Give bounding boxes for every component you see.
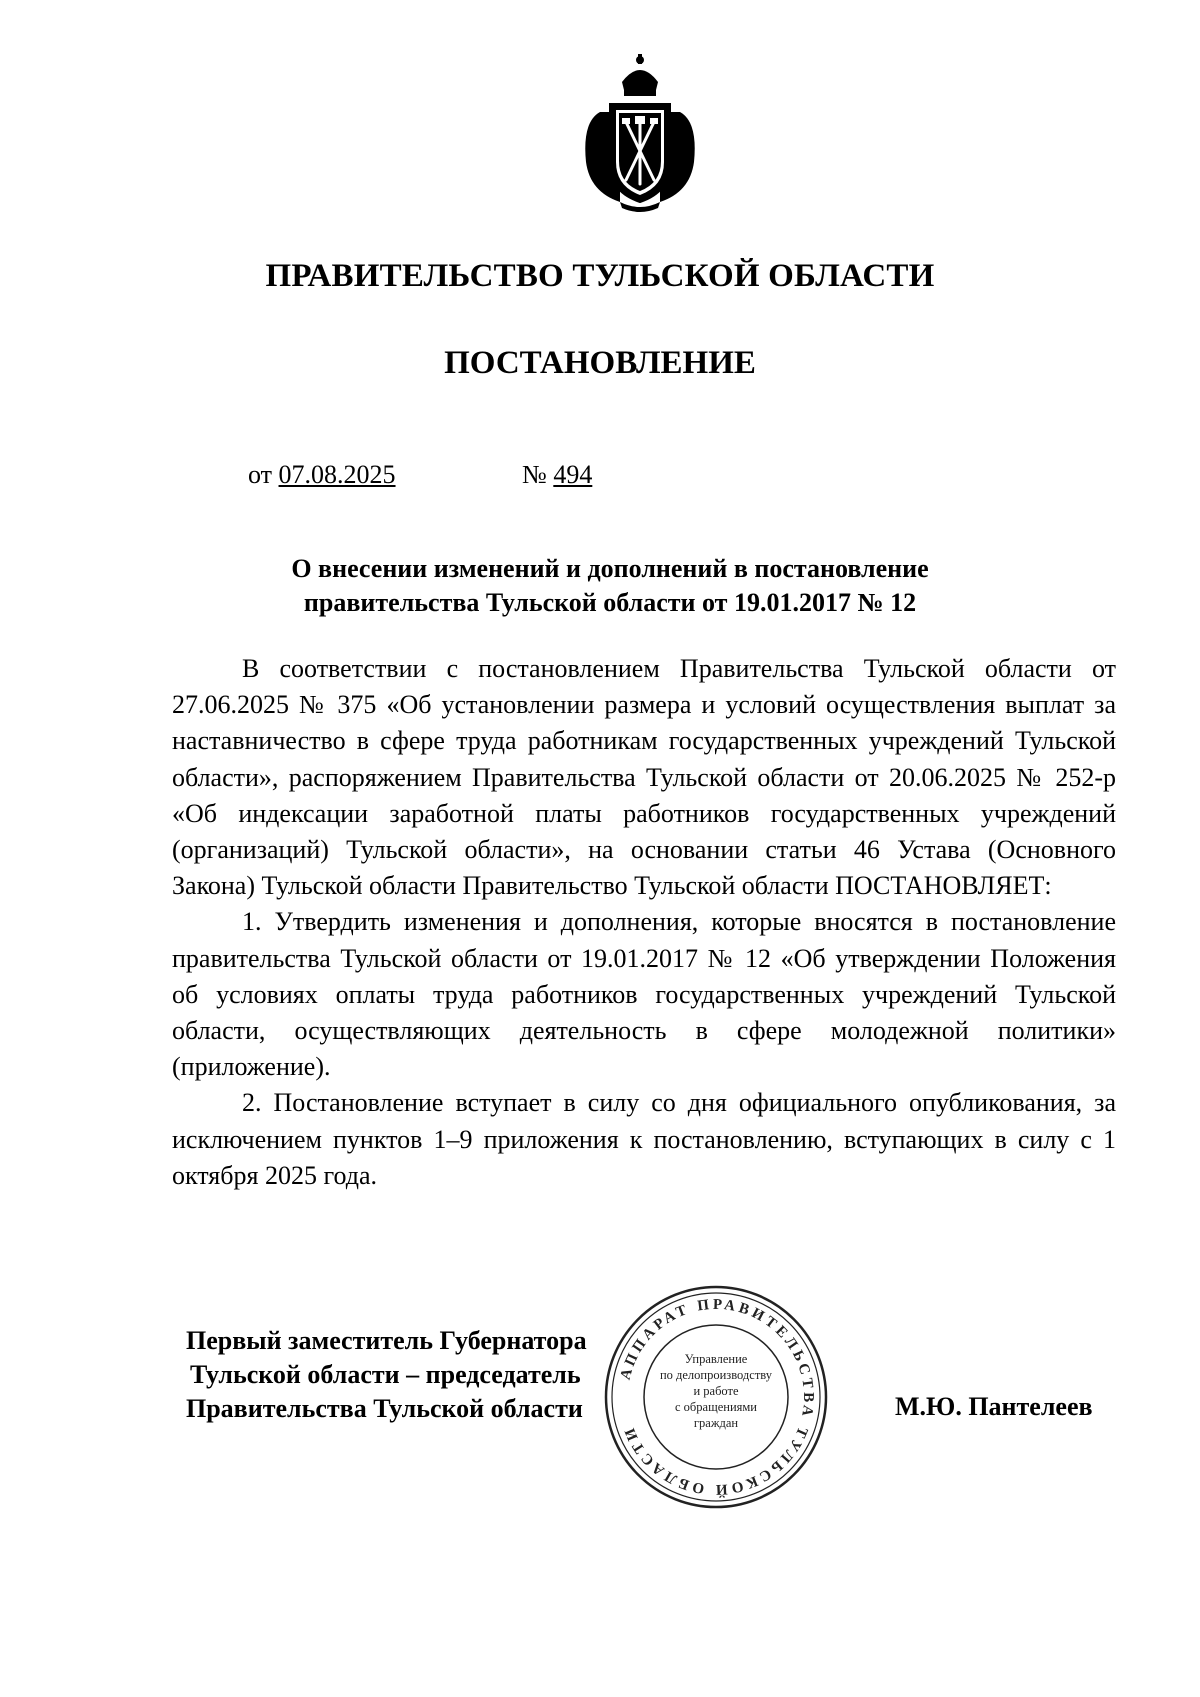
signatory-name: М.Ю. Пантелеев: [895, 1392, 1093, 1421]
stamp-inner-line-5: граждан: [693, 1416, 739, 1430]
signatory-line-3: Правительства Тульской области: [186, 1394, 583, 1423]
government-title: ПРАВИТЕЛЬСТВО ТУЛЬСКОЙ ОБЛАСТИ: [265, 258, 935, 294]
number-value: 494: [553, 460, 593, 489]
document-number: [522, 460, 592, 490]
stamp-ring-text: АППАРАТ ПРАВИТЕЛЬСТВА ТУЛЬСКОЙ ОБЛАСТИ: [617, 1296, 817, 1498]
signatory-line-2: Тульской области – председатель: [190, 1360, 581, 1389]
body-paragraph-2: 2. Постановление вступает в силу со дня официального опубликования, за исключением пунктов 1–9 приложения к постановлению, вступающих в силу с 1 октября 2025 года.: [172, 1088, 1116, 1190]
signatory-line-1: Первый заместитель Губернатора: [186, 1326, 587, 1355]
subject-line-2: правительства Тульской области от 19.01.2017 № 12: [303, 588, 917, 617]
date-prefix: от: [248, 460, 273, 489]
document-type: ПОСТАНОВЛЕНИЕ: [444, 345, 756, 381]
stamp-inner-line-1: Управление: [684, 1352, 748, 1366]
date-value: 07.08.2025: [278, 460, 396, 489]
stamp-inner-line-2: по делопроизводству: [659, 1368, 773, 1382]
body-paragraph-preamble: В соответствии с постановлением Правительства Тульской области от 27.06.2025 № 375 «Об установлении размера и условий осуществления выплат за наставничество в сфере труда работникам государственных учреждений Тульской области», распоряжением Правительства Тульской области от 20.06.2025 № 252-р «Об индексации заработной платы работников государственных учреждений (организаций) Тульской области», на основании статьи 46 Устава (Основного Закона) Тульской области Правительство Тульской области ПОСТАНОВЛЯЕТ:: [172, 654, 1116, 901]
official-stamp-icon: [602, 1283, 830, 1511]
stamp-inner-line-3: и работе: [693, 1384, 739, 1398]
coat-of-arms-icon: [580, 52, 700, 212]
document-body: [172, 651, 1116, 1194]
stamp-inner-line-4: с обращениями: [675, 1400, 757, 1414]
document-subject: [200, 552, 1020, 620]
body-paragraph-1: 1. Утвердить изменения и дополнения, которые вносятся в постановление правительства Тульской области от 19.01.2017 № 12 «Об утверждении Положения об условиях оплаты труда работников государственных учреждений Тульской области, осуществляющих деятельность в сфере молодежной политики» (приложение).: [172, 907, 1116, 1082]
number-prefix: №: [522, 460, 547, 489]
signatory-title: [186, 1324, 587, 1426]
subject-line-1: О внесении изменений и дополнений в постановление: [291, 554, 929, 583]
document-date: [248, 460, 396, 490]
